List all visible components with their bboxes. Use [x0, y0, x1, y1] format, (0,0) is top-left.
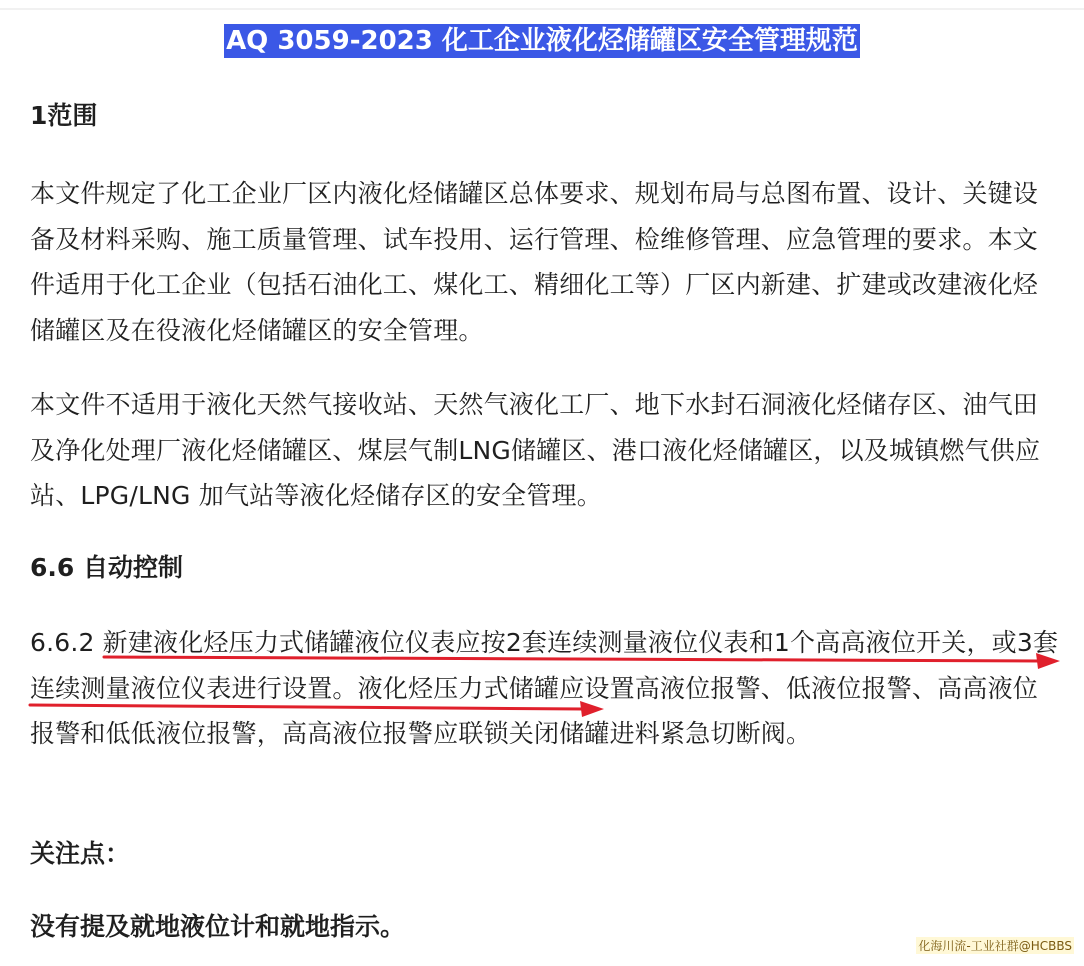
scope-paragraph-1: 本文件规定了化工企业厂区内液化烃储罐区总体要求、规划布局与总图布置、设计、关键设备及材料采购、施工质量管理、试车投用、运行管理、检维修管理、应急管理的要求。本文件适用于化工企业（包括石油化工、煤化工、精细化工等）厂区内新建、扩建或改建液化烃储罐区及在役液化烃储罐区的安全管理。: [30, 179, 1039, 345]
document-title: AQ 3059-2023 化工企业液化烃储罐区安全管理规范: [226, 26, 858, 56]
underline-arrowhead-2: [580, 701, 604, 717]
clause-number: 6.6.2: [30, 628, 95, 657]
clause-rest-text: 液化烃压力式储罐应设置高液位报警、低液位报警、高高液位报警和低低液位报警，高高液位报警应联锁关闭储罐进料紧急切断阀。: [30, 673, 1039, 748]
underline-arrowhead-1: [1036, 653, 1060, 669]
section-heading-auto-control: 6.6 自动控制: [30, 553, 183, 582]
clause-highlighted-text: 新建液化烃压力式储罐液位仪表应按2套连续测量液位仪表和1个高高液位开关，或3套连续测量液位仪表进行设置。: [30, 628, 1059, 703]
underline-arrow-line-2: [30, 705, 584, 709]
notes-heading: 关注点：: [30, 839, 131, 868]
watermark: 化海川流-工业社群@HCBBS: [918, 939, 1072, 953]
underline-arrow-line-1: [104, 657, 1040, 661]
notes-text: 没有提及就地液位计和就地指示。: [30, 912, 406, 941]
scope-paragraph-2: 本文件不适用于液化天然气接收站、天然气液化工厂、地下水封石洞液化烃储存区、油气田及净化处理厂液化烃储罐区、煤层气制LNG储罐区、港口液化烃储罐区，以及城镇燃气供应站、LPG/LNG 加气站等液化烃储存区的安全管理。: [30, 390, 1041, 510]
section-heading-scope: 1范围: [30, 101, 98, 130]
